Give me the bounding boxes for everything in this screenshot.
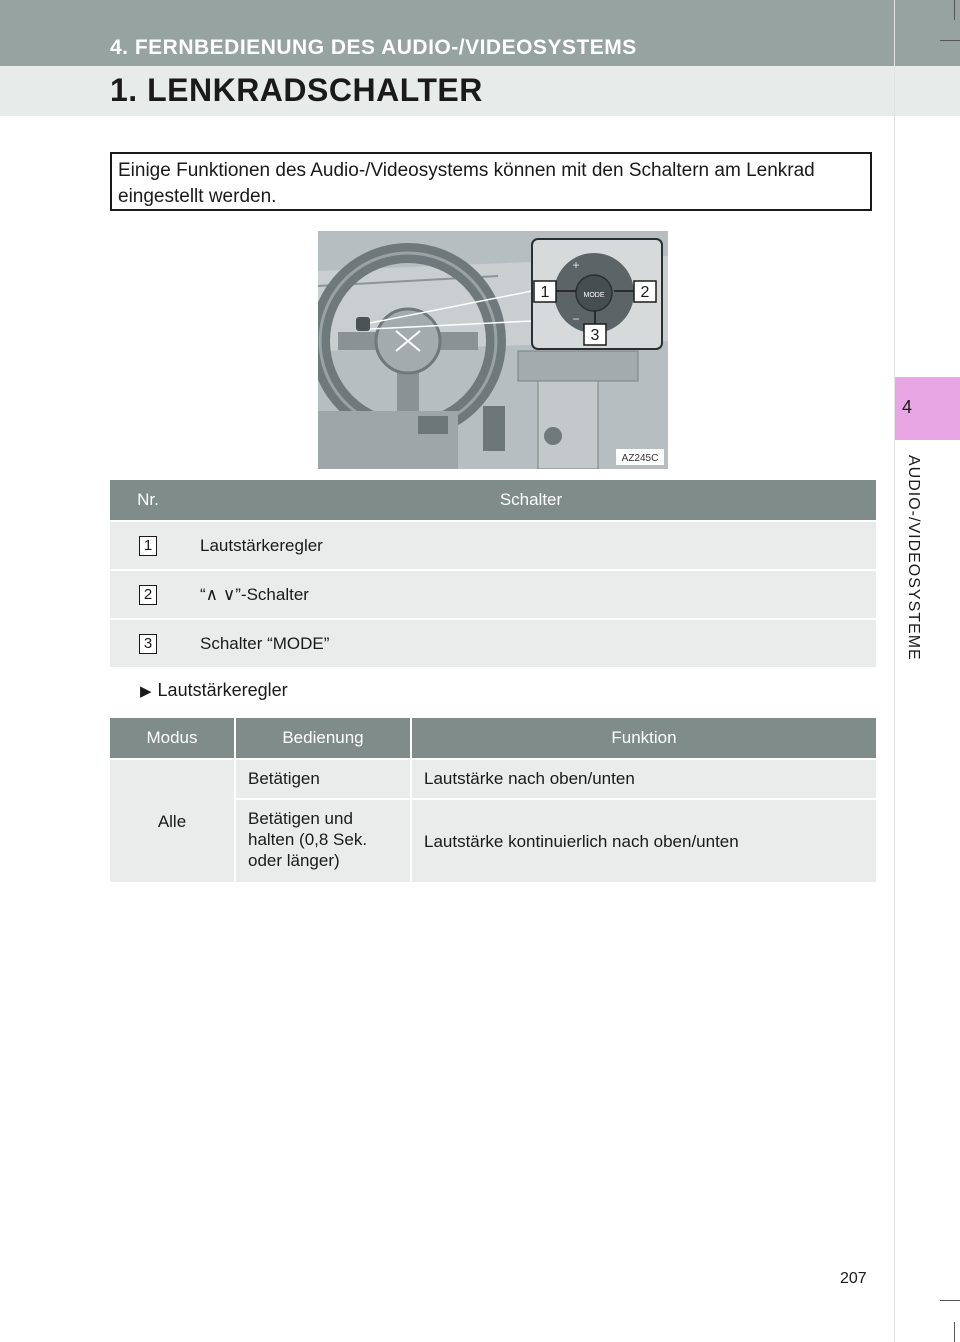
illustration-drawing — [318, 231, 668, 469]
switch-table — [110, 480, 876, 667]
crop-mark — [954, 1322, 955, 1342]
svg-text:−: − — [572, 312, 580, 326]
chapter-tab[interactable] — [895, 377, 960, 440]
function-cell: Lautstärke nach oben/unten — [411, 759, 876, 799]
switch-label: “∧ ∨”-Schalter — [186, 570, 876, 619]
svg-text:+: + — [572, 258, 580, 272]
callout-1: 1 — [540, 284, 550, 301]
chapter-title: 4. FERNBEDIENUNG DES AUDIO-/VIDEOSYSTEMS — [110, 36, 637, 59]
table-row — [110, 521, 876, 570]
column-header-bedienung: Bedienung — [235, 718, 411, 759]
row-number-box: 2 — [139, 585, 157, 605]
chapter-tab-number: 4 — [901, 397, 912, 417]
chapter-side-label: AUDIO-/VIDEOSYSTEME — [905, 455, 922, 661]
column-header-funktion: Funktion — [411, 718, 876, 759]
crop-mark — [940, 40, 960, 41]
operation-cell: Betätigen — [235, 759, 411, 799]
steering-wheel-illustration — [318, 231, 668, 469]
switch-label: Lautstärkeregler — [186, 521, 876, 570]
callout-3: 3 — [590, 327, 600, 344]
function-cell: Lautstärke kontinuierlich nach oben/unten — [411, 799, 876, 882]
switch-table-header — [110, 480, 876, 521]
section-title: 1. LENKRADSCHALTER — [110, 72, 483, 108]
table-row — [110, 619, 876, 667]
crop-mark — [940, 1300, 960, 1301]
row-number-box: 1 — [139, 536, 157, 556]
column-header-nr: Nr. — [110, 480, 186, 521]
table-row — [110, 570, 876, 619]
column-header-schalter: Schalter — [186, 480, 876, 521]
column-header-modus: Modus — [110, 718, 235, 759]
crop-mark — [954, 0, 955, 20]
mode-button-label: MODE — [583, 292, 605, 299]
switch-label: Schalter “MODE” — [186, 619, 876, 667]
subheading — [140, 680, 288, 701]
play-arrow-icon: ▶ — [140, 683, 152, 700]
volume-table — [110, 718, 876, 882]
callout-2: 2 — [640, 284, 650, 301]
row-number-box: 3 — [139, 634, 157, 654]
page-number: 207 — [840, 1270, 867, 1287]
subheading-text: Lautstärkeregler — [157, 680, 288, 700]
figure-code: AZ245C — [621, 453, 659, 464]
table-row — [110, 759, 876, 799]
operation-cell: Betätigen und halten (0,8 Sek. oder länger) — [235, 799, 411, 882]
volume-table-header — [110, 718, 876, 759]
intro-box: Einige Funktionen des Audio-/Videosystems können mit den Schaltern am Lenkrad eingestellt werden. — [110, 152, 872, 211]
side-divider — [894, 0, 895, 1342]
mode-cell: Alle — [110, 759, 235, 882]
